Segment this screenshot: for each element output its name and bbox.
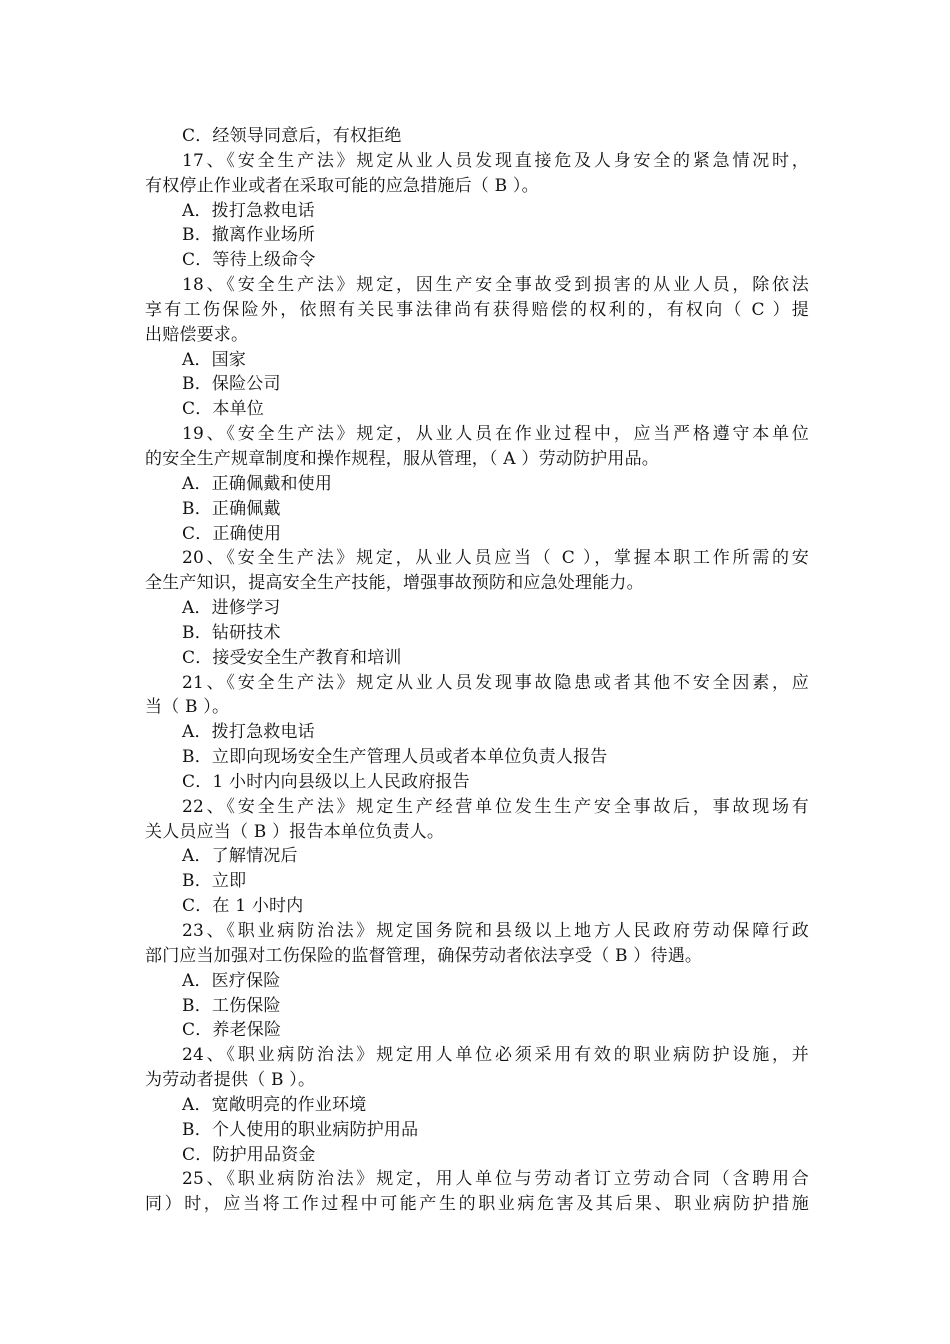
answer-option: B．正确佩戴 <box>182 498 281 519</box>
answer-option: C．等待上级命令 <box>182 250 316 271</box>
answer-option: A．宽敞明亮的作业环境 <box>182 1094 367 1115</box>
answer-option: A．拨打急救电话 <box>182 722 315 743</box>
answer-option: C．本单位 <box>182 399 265 420</box>
answer-option: A．正确佩戴和使用 <box>182 473 333 494</box>
question-text-continued: 同）时，应当将工作过程中可能产生的职业病危害及其后果、职业病防护措施 <box>145 1194 809 1215</box>
answer-option: C．养老保险 <box>182 1020 282 1041</box>
answer-option: A．了解情况后 <box>182 846 298 867</box>
answer-option: C．接受安全生产教育和培训 <box>182 647 402 668</box>
answer-option: A．国家 <box>182 349 247 370</box>
question-text-continued: 当（ B ）。 <box>145 697 230 718</box>
question-text: 19、《安全生产法》规定，从业人员在作业过程中，应当严格遵守本单位 <box>182 424 809 445</box>
question-text: 18、《安全生产法》规定，因生产安全事故受到损害的从业人员，除依法 <box>182 275 809 296</box>
answer-option: C．经领导同意后，有权拒绝 <box>182 126 402 146</box>
question-text-continued: 的安全生产规章制度和操作规程，服从管理，（ A ）劳动防护用品。 <box>145 448 659 469</box>
question-text: 17、《安全生产法》规定从业人员发现直接危及人身安全的紧急情况时， <box>182 150 809 171</box>
answer-option: C．1 小时内向县级以上人民政府报告 <box>182 771 470 792</box>
answer-option: B．撤离作业场所 <box>182 225 316 246</box>
answer-option: B．工伤保险 <box>182 995 281 1016</box>
question-text-continued: 为劳动者提供（ B ）。 <box>145 1070 316 1091</box>
question-text: 25、《职业病防治法》规定，用人单位与劳动者订立劳动合同（含聘用合 <box>182 1169 809 1190</box>
question-text: 24、《职业病防治法》规定用人单位必须采用有效的职业病防护设施，并 <box>182 1045 809 1066</box>
question-text-continued: 享有工伤保险外，依照有关民事法律尚有获得赔偿的权利的，有权向（ C ）提 <box>145 299 809 320</box>
document-body <box>145 124 809 1217</box>
answer-option: B．立即向现场安全生产管理人员或者本单位负责人报告 <box>182 747 608 768</box>
question-text-continued: 部门应当加强对工伤保险的监督管理，确保劳动者依法享受（ B ）待遇。 <box>145 945 703 966</box>
answer-option: A．医疗保险 <box>182 970 281 991</box>
question-text-continued: 出赔偿要求。 <box>145 324 249 345</box>
question-text: 23、《职业病防治法》规定国务院和县级以上地方人民政府劳动保障行政 <box>182 921 809 941</box>
answer-option: C．防护用品资金 <box>182 1144 316 1165</box>
answer-option: A．拨打急救电话 <box>182 200 315 221</box>
question-text: 20、《安全生产法》规定，从业人员应当（ C ），掌握本职工作所需的安 <box>182 548 809 569</box>
question-text-continued: 全生产知识，提高安全生产技能，增强事故预防和应急处理能力。 <box>145 573 644 594</box>
answer-option: B．钻研技术 <box>182 622 281 643</box>
question-text-continued: 关人员应当（ B ）报告本单位负责人。 <box>145 821 445 842</box>
question-text: 21、《安全生产法》规定从业人员发现事故隐患或者其他不安全因素，应 <box>182 672 809 693</box>
question-text: 22、《安全生产法》规定生产经营单位发生生产安全事故后，事故现场有 <box>182 796 809 817</box>
answer-option: B．立即 <box>182 871 247 892</box>
answer-option: C．正确使用 <box>182 523 282 544</box>
answer-option: A．进修学习 <box>182 598 281 619</box>
question-text-continued: 有权停止作业或者在采取可能的应急措施后（ B ）。 <box>145 175 539 196</box>
answer-option: B．个人使用的职业病防护用品 <box>182 1119 419 1140</box>
answer-option: C．在 1 小时内 <box>182 896 304 917</box>
answer-option: B．保险公司 <box>182 374 281 395</box>
